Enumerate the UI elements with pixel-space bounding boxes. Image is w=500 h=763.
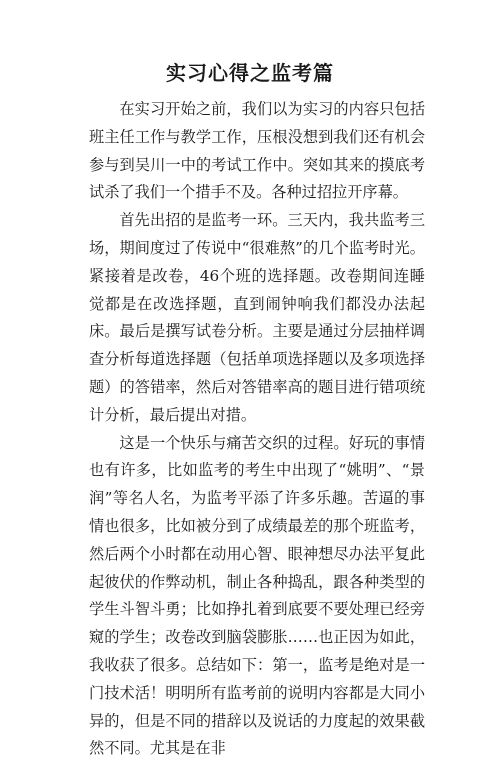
paragraph-1: 在实习开始之前，我们以为实习的内容只包括班主任工作与教学工作，压根没想到我们还有机会参与到吴川一中的考试工作中。突如其来的摸底考试杀了我们一个措手不及。各种过招拉开序幕。 <box>89 100 425 202</box>
paragraph-2: 首先出招的是监考一环。三天内，我共监考三场，期间度过了传说中“很难熬”的几个监考时光。紧接着是改卷，46个班的选择题。改卷期间连睡觉都是在改选择题，直到闹钟响我们都没办法起床。最后是撰写试卷分析。主要是通过分层抽样调查分析每道选择题（包括单项选择题以及多项选择题）的答错率，然后对答错率高的题目进行错项统计分析，最后提出对措。 <box>89 211 425 424</box>
document-title: 实习心得之监考篇 <box>166 61 334 85</box>
paragraph-3: 这是一个快乐与痛苦交织的过程。好玩的事情也有许多，比如监考的考生中出现了“姚明”、“景润”等名人名，为监考平添了许多乐趣。苦逼的事情也很多，比如被分到了成绩最差的那个班监考，然后两个小时都在动用心智、眼神想尽办法平复此起彼伏的作弊动机，制止各种捣乱，跟各种类型的学生斗智斗勇；比如挣扎着到底要不要处理已经旁窥的学生；改卷改到脑袋膨胀……也正因为如此，我收获了很多。总结如下：第一，监考是绝对是一门技术活！明明所有监考前的说明内容都是大同小异的，但是不同的措辞以及说话的力度起的效果截然不同。尤其是在非 <box>89 433 425 758</box>
document-body <box>89 96 425 763</box>
